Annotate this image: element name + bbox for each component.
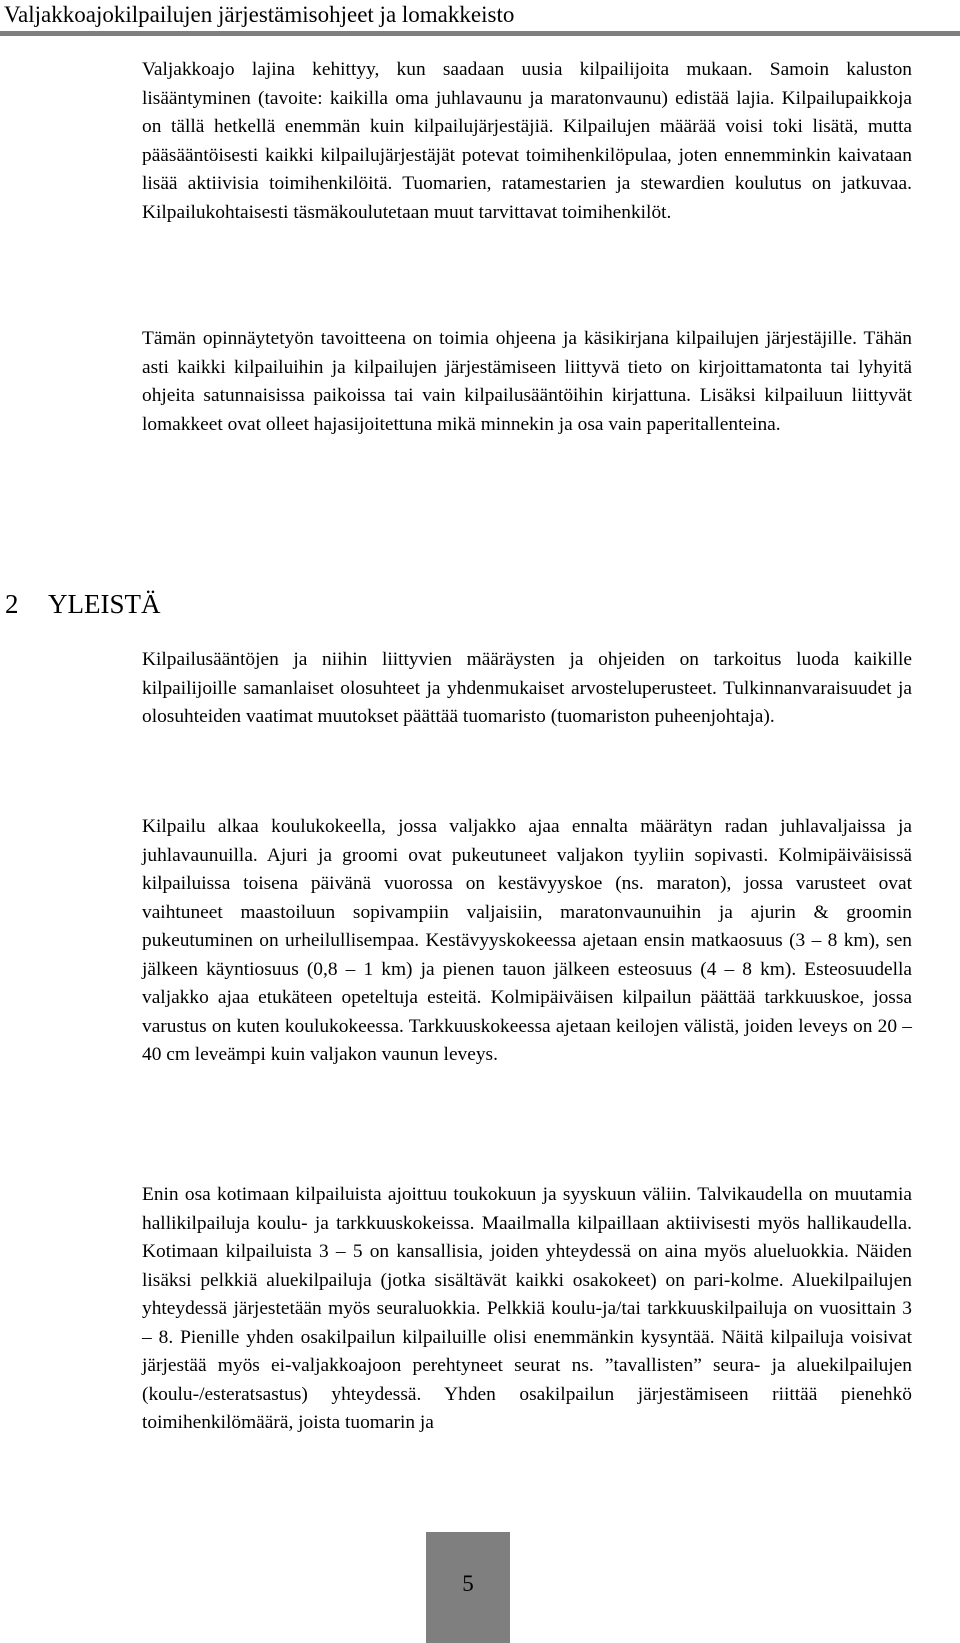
intro-paragraph-2: Tämän opinnäytetyön tavoitteena on toimia ohjeena ja käsikirjana kilpailujen järjestäjille. Tähän asti kaikki kilpailuihin ja kilpailujen järjestämiseen liittyvä tieto on kirjoittamatonta tai lyhyitä ohjeita satunnaisissa paikoissa tai vain kilpailusääntöihin kirjattuna. Lisäksi kilpailuun liittyvät lomakkeet ovat olleet hajasijoitettuna mikä minnekin ja osa vain paperitallenteina. [142,328,912,435]
section-title: YLEISTÄ [48,589,161,619]
intro-paragraph-1: Valjakkoajo lajina kehittyy, kun saadaan uusia kilpailijoita mukaan. Samoin kaluston lisääntyminen (tavoite: kaikilla oma juhlavaunu ja maratonvaunu) edistää lajia. Kilpailupaikkoja on tällä hetkellä enemmän kuin kilpailujärjestäjiä. Kilpailujen määrää voisi toki lisätä, mutta pääsääntöisesti kaikki kilpailujärjestäjät potevat toimihenkilöpulaa, joten ennemminkin kaivataan lisää aktiivisia toimihenkilöitä. Tuomarien, ratamestarien ja stewardien koulutus on jatkuvaa. Kilpailukohtaisesti täsmäkoulutetaan muut tarvittavat toimihenkilöt. [142,59,912,223]
section-paragraph-1: Kilpailusääntöjen ja niihin liittyvien määräysten ja ohjeiden on tarkoitus luoda kaikille kilpailijoille samanlaiset olosuhteet ja yhdenmukaiset arvosteluperusteet. Tulkinnanvaraisuudet ja olosuhteiden vaatimat muutokset päättää tuomaristo (tuomariston puheenjohtaja). [142,649,912,727]
page-number: 5 [462,1571,474,1596]
running-header [0,0,960,36]
section-number: 2 [5,589,19,619]
section-paragraph-3: Enin osa kotimaan kilpailuista ajoittuu toukokuun ja syyskuun väliin. Talvikaudella on muutamia hallikilpailuja koulu- ja tarkkuuskokeissa. Maailmalla kilpaillaan aktiivisesti myös hallikaudella. Kotimaan kilpailuista 3 – 5 on kansallisia, joiden yhteydessä on aina myös alueluokkia. Näiden lisäksi pelkkiä aluekilpailuja (jotka sisältävät kaikki osakokeet) on pari-kolme. Aluekilpailujen yhteydessä järjestetään myös seuraluokkia. Pelkkiä koulu-ja/tai tarkkuuskilpailuja on vuosittain 3 – 8. Pienille yhden osakilpailun kilpailuille olisi enemmänkin kysyntää. Näitä kilpailuja voisivat järjestää myös ei-valjakkoajoon perehtyneet seurat ns. ”tavallisten” seura- ja aluekilpailujen (koulu-/esteratsastus) yhteydessä. Yhden osakilpailun järjestämiseen riittää pienehkö toimihenkilömäärä, joista tuomarin ja [142,1184,912,1433]
page-number-box [426,1532,510,1643]
header-title: Valjakkoajokilpailujen järjestämisohjeet ja lomakkeisto [4,2,515,27]
section-paragraph-2: Kilpailu alkaa koulukokeella, jossa valjakko ajaa ennalta määrätyn radan juhlavaljaissa ja juhlavaunuilla. Ajuri ja groomi ovat pukeutuneet valjakon tyyliin sopivasti. Kolmipäiväisissä kilpailuissa toisena päivänä vuorossa on kestävyyskoe (ns. maraton), jossa varusteet ovat vaihtuneet maastoiluun sopivampiin valjaisiin, maratonvaunuihin ja ajurin & groomin pukeutuminen on urheilullisempaa. Kestävyyskokeessa ajetaan ensin matkaosuus (3 – 8 km), sen jälkeen käyntiosuus (0,8 – 1 km) ja pienen tauon jälkeen esteosuus (4 – 8 km). Esteosuudella valjakko ajaa etukäteen opeteltuja esteitä. Kolmipäiväisen kilpailun päättää tarkkuuskoe, jossa varustus on kuten koulukokeessa. Tarkkuuskokeessa ajetaan keilojen välistä, joiden leveys on 20 – 40 cm leveämpi kuin valjakon vaunun leveys. [142,816,912,1065]
